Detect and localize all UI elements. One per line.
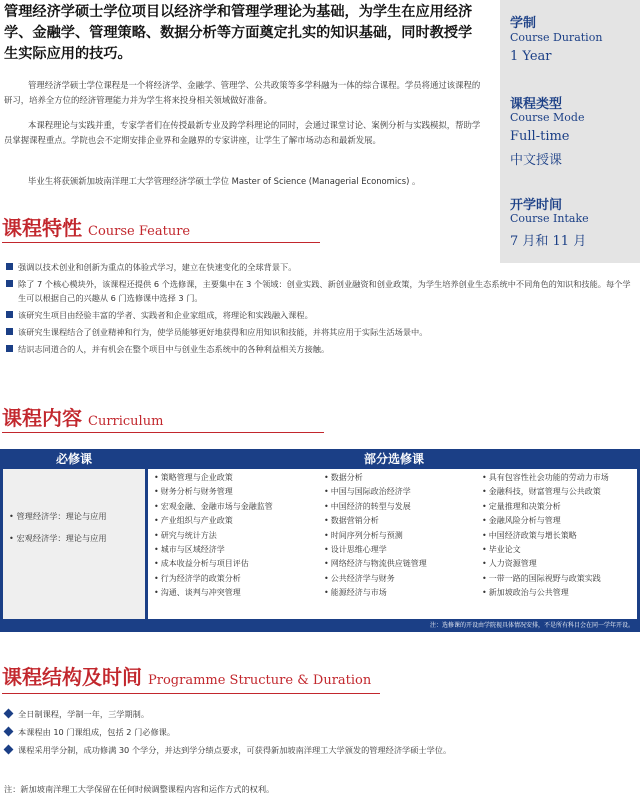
elective-item: • 具有包容性社会功能的劳动力市场 — [482, 471, 609, 485]
structure-section-title — [2, 661, 371, 691]
list-item: 课程采用学分制，成功修满 30 个学分，并达到学分绩点要求，可获得新加坡南洋理工大学颁发的管理经济学硕士学位。 — [4, 743, 636, 757]
elective-item: • 新加坡政治与公共管理 — [482, 586, 609, 600]
structure-divider — [2, 693, 380, 694]
elective-item: • 财务分析与财务管理 — [154, 485, 273, 499]
mode-value-cn: 中文授课 — [510, 153, 563, 168]
feature-title-en: Course Feature — [88, 224, 191, 239]
elective-item: • 数据分析 — [324, 471, 427, 485]
elective-item: • 研究与统计方法 — [154, 529, 273, 543]
diamond-bullet-icon — [4, 709, 14, 719]
list-item: 本课程由 10 门课组成，包括 2 门必修课。 — [4, 725, 636, 739]
elective-item: • 能源经济与市场 — [324, 586, 427, 600]
curriculum-title-cn: 课程内容 — [2, 406, 82, 430]
square-bullet-icon — [6, 345, 13, 352]
elective-column-3 — [482, 471, 609, 601]
elective-item: • 城市与区域经济学 — [154, 543, 273, 557]
course-info-sidebar — [500, 0, 640, 263]
elective-item: • 数据营销分析 — [324, 514, 427, 528]
elective-item: • 宏观金融、金融市场与金融监管 — [154, 500, 273, 514]
elective-item: • 中国与国际政治经济学 — [324, 485, 427, 499]
intro-paragraph-1: 管理经济学硕士学位课程是一个将经济学、金融学、管理学、公共政策等多学科融为一体的综合课程。学员将通过该课程的研习，培养全方位的经济管理能力并为学生将来投身相关领域做好准备。 — [4, 80, 481, 105]
elective-item: • 沟通、谈判与冲突管理 — [154, 586, 273, 600]
curriculum-title-en: Curriculum — [88, 414, 164, 429]
elective-item: • 产业组织与产业政策 — [154, 514, 273, 528]
elective-item: • 中国经济的转型与发展 — [324, 500, 427, 514]
feature-list — [4, 260, 636, 359]
elective-column-1 — [154, 471, 273, 601]
required-list — [3, 469, 145, 619]
required-header: 必修课 — [55, 452, 92, 466]
intake-value: 7 月和 11 月 — [510, 234, 587, 249]
duration-value: 1 Year — [510, 49, 552, 64]
footnote: 注：新加坡南洋理工大学保留在任何时候调整课程内容和运作方式的权利。 — [4, 784, 275, 794]
curriculum-section-title — [2, 402, 163, 432]
duration-label-cn: 学制 — [510, 16, 537, 31]
elective-item: • 定量推理和决策分析 — [482, 500, 609, 514]
duration-label-en: Course Duration — [510, 31, 603, 44]
curriculum-divider — [2, 432, 324, 433]
curriculum-note: 注：选修课的开设由学院视具体情况安排，不是所有科目会在同一学年开设。 — [429, 622, 634, 629]
intake-label-cn: 开学时间 — [510, 198, 563, 213]
list-item: 该研究生项目由经验丰富的学者、实践者和企业家组成，将理论和实践融入课程。 — [4, 308, 636, 322]
diamond-bullet-icon — [4, 727, 14, 737]
square-bullet-icon — [6, 328, 13, 335]
square-bullet-icon — [6, 263, 13, 270]
diamond-bullet-icon — [4, 745, 14, 755]
elective-item: • 金融风险分析与管理 — [482, 514, 609, 528]
elective-item: • 毕业论文 — [482, 543, 609, 557]
elective-item: • 成本收益分析与项目评估 — [154, 557, 273, 571]
elective-item: • 策略管理与企业政策 — [154, 471, 273, 485]
mode-label-cn: 课程类型 — [510, 97, 563, 112]
elective-item: • 一带一路的国际视野与政策实践 — [482, 572, 609, 586]
elective-item: • 设计思维心理学 — [324, 543, 427, 557]
elective-list — [148, 469, 637, 619]
structure-title-cn: 课程结构及时间 — [2, 665, 142, 689]
intro-headline: 管理经济学硕士学位项目以经济学和管理学理论为基础，为学生在应用经济学、金融学、管理策略、数据分析等方面奠定扎实的知识基础，同时教授学生实际应用的技巧。 — [4, 4, 473, 62]
mode-value-en: Full-time — [510, 129, 570, 144]
intake-label-en: Course Intake — [510, 212, 589, 225]
elective-item: • 网络经济与物流供应链管理 — [324, 557, 427, 571]
square-bullet-icon — [6, 311, 13, 318]
elective-item: • 时间序列分析与预测 — [324, 529, 427, 543]
elective-header: 部分选修课 — [363, 452, 424, 466]
list-item: 该研究生课程结合了创业精神和行为，使学员能够更好地获得和应用知识和技能，并将其应用于实际生活场景中。 — [4, 325, 636, 339]
intro-paragraph-3: 毕业生将获颁新加坡南洋理工大学管理经济学硕士学位 Master of Science (Managerial Economics) 。 — [28, 176, 421, 186]
curriculum-table — [0, 449, 640, 632]
feature-divider — [2, 242, 320, 243]
elective-item: • 行为经济学的政策分析 — [154, 572, 273, 586]
required-item: • 管理经济学：理论与应用 — [9, 511, 107, 521]
elective-item: • 中国经济政策与增长策略 — [482, 529, 609, 543]
elective-column-2 — [324, 471, 427, 601]
elective-item: • 人力资源管理 — [482, 557, 609, 571]
list-item: 结识志同道合的人，并有机会在整个项目中与创业生态系统中的各种利益相关方接触。 — [4, 342, 636, 356]
list-item: 除了 7 个核心模块外，该课程还提供 6 个选修课，主要集中在 3 个领域：创业实践、新创业融资和创业政策，为学生培养创业生态系统中不同角色的知识和技能。每个学生可以根据自己的兴趣从 6 门选修课中选择 3 门。 — [4, 277, 636, 305]
structure-list — [4, 707, 636, 760]
list-item: 强调以技术创业和创新为重点的体验式学习，建立在快速变化的全球背景下。 — [4, 260, 636, 274]
feature-title-cn: 课程特性 — [2, 216, 82, 240]
mode-label-en: Course Mode — [510, 111, 585, 124]
intro-paragraph-2: 本课程理论与实践并重，专家学者们在传授最新专业及跨学科理论的同时，会通过课堂讨论、案例分析与实践模拟，帮助学员掌握课程重点。学院也会不定期安排企业界和金融界的专家讲座，让学生了解市场动态和最新发展。 — [4, 120, 481, 145]
required-item: • 宏观经济学：理论与应用 — [9, 533, 107, 543]
square-bullet-icon — [6, 280, 13, 287]
list-item: 全日制课程，学制一年，三学期制。 — [4, 707, 636, 721]
structure-title-en: Programme Structure & Duration — [148, 673, 372, 688]
elective-item: • 金融科技，财富管理与公共政策 — [482, 485, 609, 499]
elective-item: • 公共经济学与财务 — [324, 572, 427, 586]
feature-section-title — [2, 212, 190, 242]
